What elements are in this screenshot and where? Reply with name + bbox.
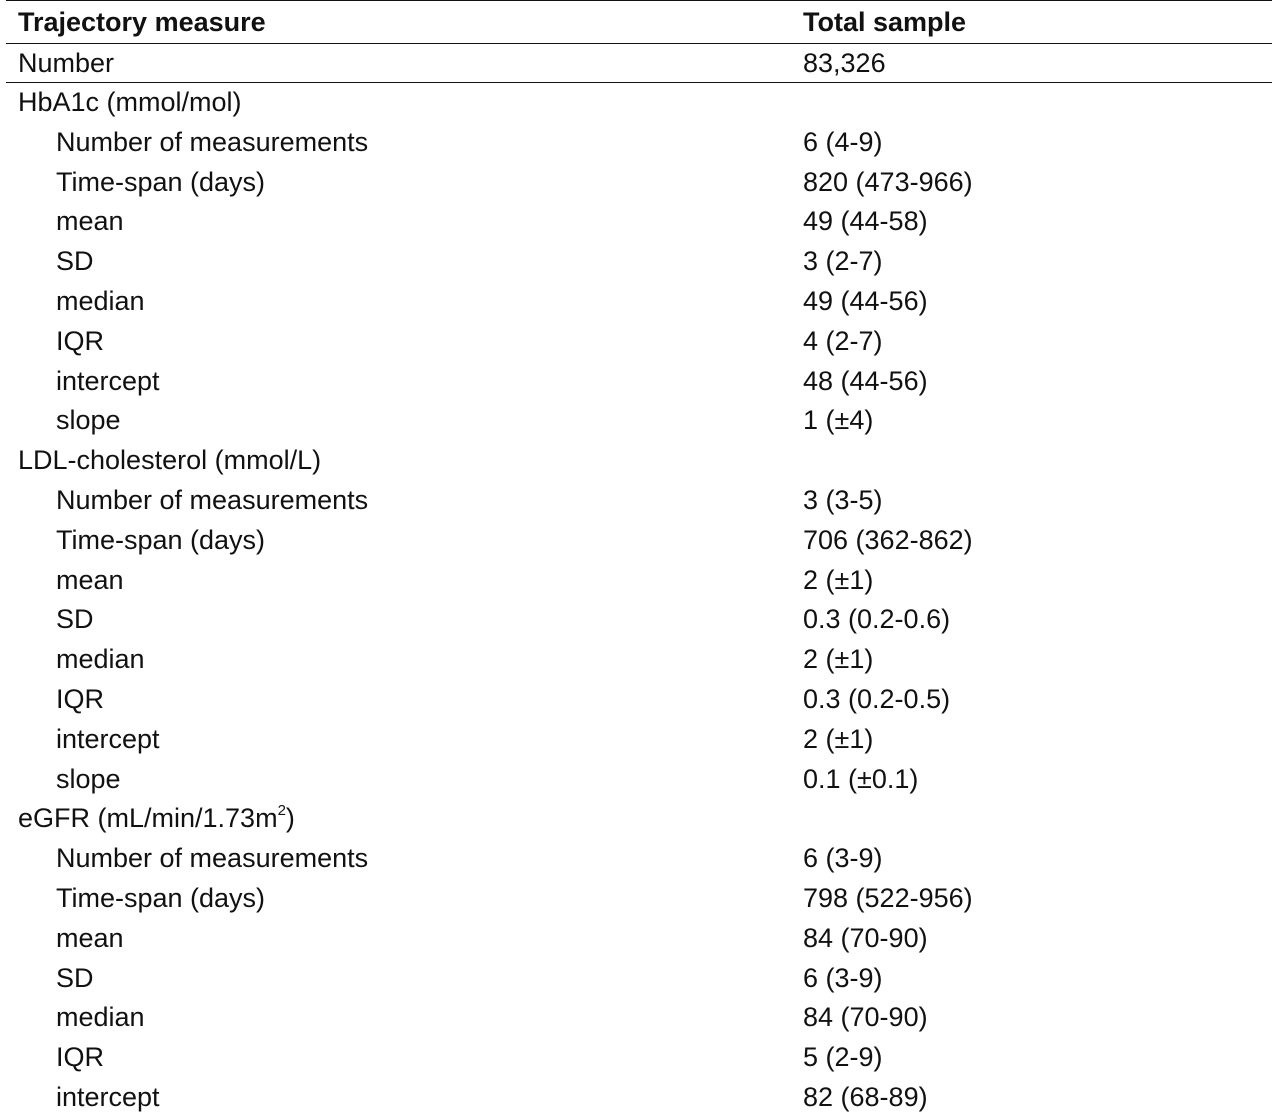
table-header xyxy=(6,0,1272,44)
row-value: 0.1 (±0.1) xyxy=(803,763,919,794)
section-title xyxy=(18,445,321,476)
row-value: 0.3 (0.2-0.6) xyxy=(803,604,951,635)
row-value: 83,326 xyxy=(803,48,886,78)
section-header-row xyxy=(6,799,1272,839)
row-label: slope xyxy=(56,763,121,794)
row-value: 2 (±1) xyxy=(803,644,874,675)
row-value: 84 (70-90) xyxy=(803,1002,928,1033)
section-title xyxy=(18,87,242,118)
row-label: slope xyxy=(56,405,121,436)
table-row xyxy=(6,998,1272,1038)
row-label: Time-span (days) xyxy=(56,524,266,555)
row-label: Number xyxy=(18,48,115,78)
section-header-row xyxy=(6,83,1272,123)
row-value: 6 (4-9) xyxy=(803,126,883,157)
table-row xyxy=(6,959,1272,999)
row-value: 6 (3-9) xyxy=(803,962,883,993)
row-value: 49 (44-56) xyxy=(803,285,928,316)
row-label: mean xyxy=(56,922,124,953)
row-label: SD xyxy=(56,246,94,277)
row-label: median xyxy=(56,285,145,316)
section-title-text: eGFR (mL/min/1.73m xyxy=(18,803,278,834)
row-value: 2 (±1) xyxy=(803,723,874,754)
row-value: 3 (3-5) xyxy=(803,484,883,515)
table-row xyxy=(6,919,1272,959)
row-value: 706 (362-862) xyxy=(803,524,973,555)
table-row xyxy=(6,680,1272,720)
header-trajectory-measure: Trajectory measure xyxy=(18,7,266,37)
row-value: 82 (68-89) xyxy=(803,1081,928,1112)
table-row-number xyxy=(6,44,1272,83)
row-label: mean xyxy=(56,564,124,595)
table-row xyxy=(6,362,1272,402)
row-label: mean xyxy=(56,206,124,237)
row-value: 820 (473-966) xyxy=(803,166,973,197)
row-label: intercept xyxy=(56,365,160,396)
row-label: median xyxy=(56,644,145,675)
table-row xyxy=(6,322,1272,362)
row-label: Number of measurements xyxy=(56,484,369,515)
row-value: 0.3 (0.2-0.5) xyxy=(803,683,951,714)
section-title-text: HbA1c (mmol/mol) xyxy=(18,87,242,117)
table-row xyxy=(6,561,1272,601)
row-label: IQR xyxy=(56,325,105,356)
row-label: median xyxy=(56,1002,145,1033)
row-label: Number of measurements xyxy=(56,126,369,157)
table-row xyxy=(6,1078,1272,1118)
row-label: IQR xyxy=(56,1042,105,1073)
row-value: 48 (44-56) xyxy=(803,365,928,396)
row-value: 798 (522-956) xyxy=(803,882,973,913)
section-title-tail: ) xyxy=(285,803,295,834)
table-row xyxy=(6,282,1272,322)
row-value: 2 (±1) xyxy=(803,564,874,595)
table-row xyxy=(6,242,1272,282)
trajectory-table xyxy=(6,0,1272,1118)
row-value: 5 (2-9) xyxy=(803,1042,883,1073)
section-header-row xyxy=(6,441,1272,481)
row-value: 1 (±4) xyxy=(803,405,874,436)
row-value: 3 (2-7) xyxy=(803,246,883,277)
row-label: Time-span (days) xyxy=(56,166,266,197)
table-row xyxy=(6,481,1272,521)
table-row xyxy=(6,640,1272,680)
section-title-text: LDL-cholesterol (mmol/L) xyxy=(18,445,322,476)
row-label: SD xyxy=(56,604,94,635)
row-label: intercept xyxy=(56,1081,160,1112)
row-label: Number of measurements xyxy=(56,843,369,874)
table-row xyxy=(6,839,1272,879)
table-row xyxy=(6,720,1272,760)
table-row xyxy=(6,1038,1272,1078)
table-row xyxy=(6,163,1272,203)
row-label: intercept xyxy=(56,723,160,754)
table-row xyxy=(6,123,1272,163)
header-total-sample: Total sample xyxy=(803,7,967,37)
row-value: 6 (3-9) xyxy=(803,843,883,874)
row-value: 4 (2-7) xyxy=(803,325,883,356)
table-row xyxy=(6,521,1272,561)
table-row xyxy=(6,401,1272,441)
table-row xyxy=(6,760,1272,800)
table-row xyxy=(6,879,1272,919)
row-label: SD xyxy=(56,962,94,993)
row-label: Time-span (days) xyxy=(56,882,266,913)
section-title xyxy=(18,803,295,834)
table-row xyxy=(6,600,1272,640)
row-value: 84 (70-90) xyxy=(803,922,928,953)
table-body xyxy=(6,83,1272,1118)
row-label: IQR xyxy=(56,683,105,714)
table-row xyxy=(6,202,1272,242)
section-title-superscript: 2 xyxy=(277,802,286,820)
row-value: 49 (44-58) xyxy=(803,206,928,237)
